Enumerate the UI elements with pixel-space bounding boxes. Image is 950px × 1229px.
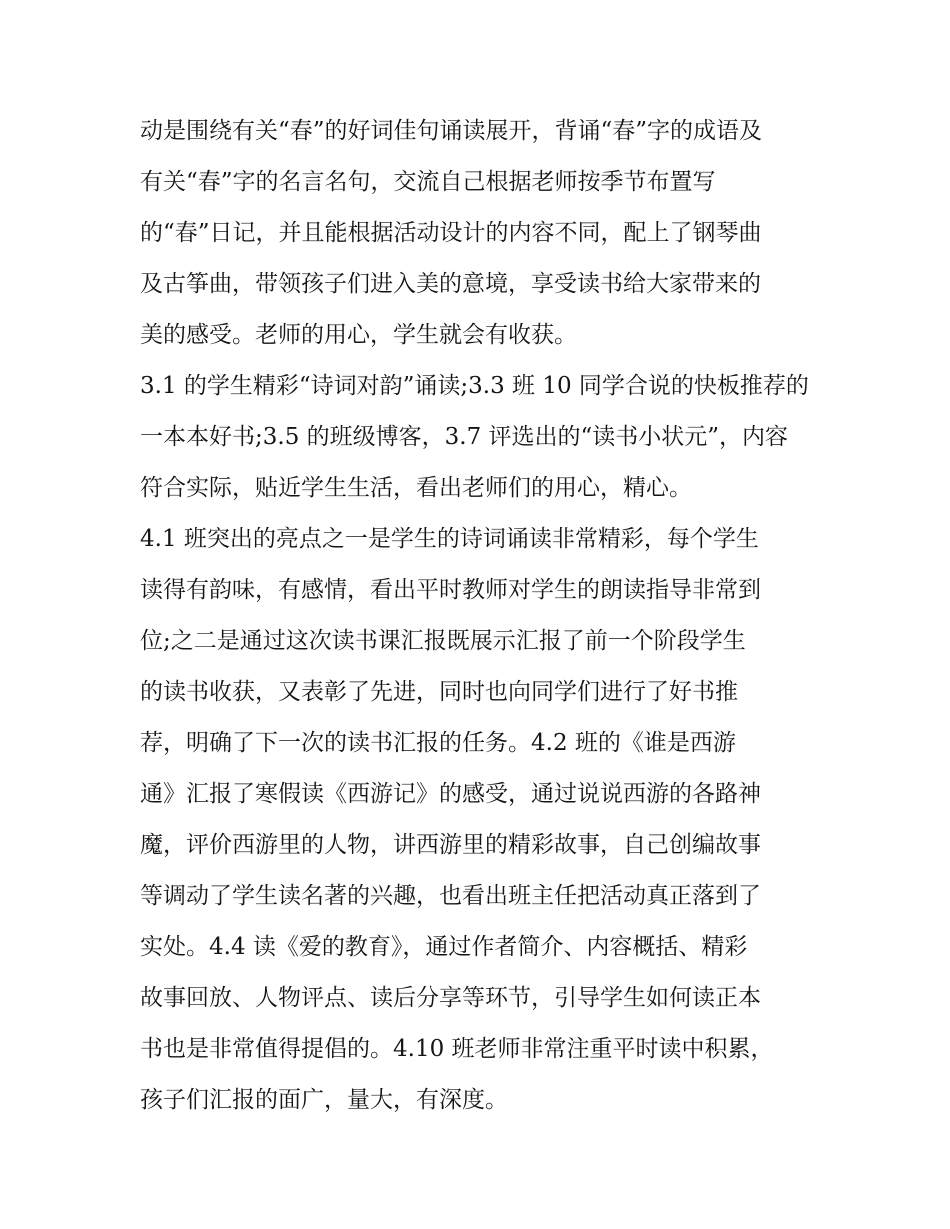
text-line: 实处。4.4 读《爱的教育》，通过作者简介、内容概括、精彩 [140,934,748,960]
text-line: 及古筝曲，带领孩子们进入美的意境，享受读书给大家带来的 [140,271,761,297]
text-line: 书也是非常值得提倡的。4.10 班老师非常注重平时读中积累， [140,1036,774,1062]
text-line: 的“春”日记，并且能根据活动设计的内容不同，配上了钢琴曲 [140,220,762,246]
text-line: 荐，明确了下一次的读书汇报的任务。4.2 班的《谁是西游 [140,730,736,756]
text-line: 美的感受。老师的用心，学生就会有收获。 [140,322,577,348]
text-line: 通》汇报了寒假读《西游记》的感受，通过说说西游的各路神 [140,781,761,807]
text-line: 位;之二是通过这次读书课汇报既展示汇报了前一个阶段学生 [140,628,746,654]
text-line: 符合实际，贴近学生生活，看出老师们的用心，精心。 [140,475,692,501]
text-line: 有关“春”字的名言名句，交流自己根据老师按季节布置写 [140,169,716,195]
text-line: 读得有韵味，有感情，看出平时教师对学生的朗读指导非常到 [140,577,761,603]
text-line: 动是围绕有关“春”的好词佳句诵读展开，背诵“春”字的成语及 [140,118,763,144]
document-body [140,106,820,1126]
text-line: 孩子们汇报的面广，量大，有深度。 [140,1087,508,1113]
text-line: 4.1 班突出的亮点之一是学生的诗词诵读非常精彩，每个学生 [140,526,759,552]
text-line: 等调动了学生读名著的兴趣，也看出班主任把活动真正落到了 [140,883,761,909]
text-line: 一本本好书;3.5 的班级博客，3.7 评选出的“读书小状元”，内容 [140,424,789,450]
text-line: 故事回放、人物评点、读后分享等环节，引导学生如何读正本 [140,985,761,1011]
text-line: 3.1 的学生精彩“诗词对韵”诵读;3.3 班 10 同学合说的快板推荐的 [140,373,809,399]
text-line: 魔，评价西游里的人物，讲西游里的精彩故事，自己创编故事 [140,832,761,858]
text-line: 的读书收获，又表彰了先进，同时也向同学们进行了好书推 [140,679,738,705]
